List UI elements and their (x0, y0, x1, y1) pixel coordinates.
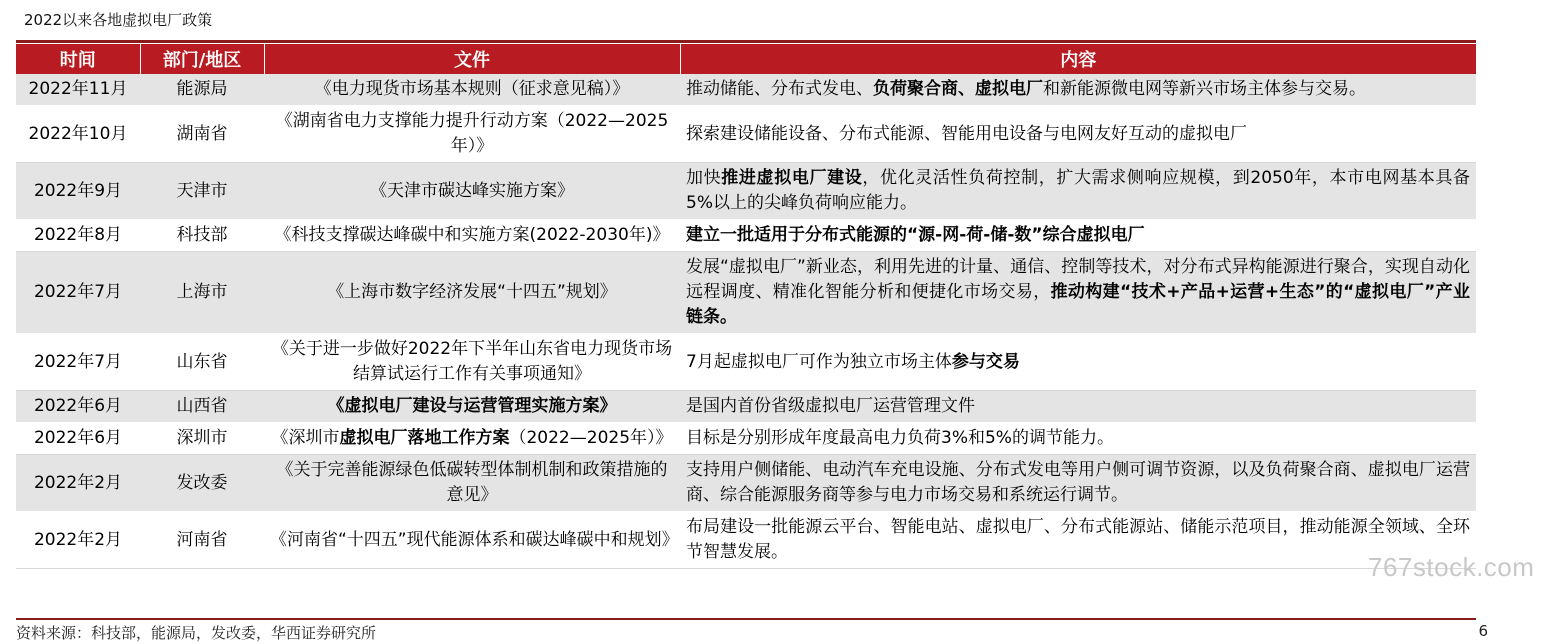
cell-date: 2022年6月 (16, 423, 140, 455)
header-content: 内容 (680, 44, 1476, 74)
cell-department: 山东省 (140, 334, 264, 391)
cell-content (680, 391, 1476, 423)
document-text-segment: （2022—2025年）》 (509, 428, 673, 448)
content-text-segment: 布局建设一批能源云平台、智能电站、虚拟电厂、分布式能源站、储能示范项目，推动能源全领域、全环节智慧发展。 (686, 517, 1470, 562)
cell-department: 科技部 (140, 220, 264, 252)
cell-department: 湖南省 (140, 106, 264, 163)
table-row (16, 106, 1476, 163)
cell-department: 发改委 (140, 455, 264, 512)
source-note: 资料来源：科技部，能源局，发改委，华西证券研究所 (16, 624, 377, 642)
table-body (16, 74, 1476, 569)
table-row (16, 391, 1476, 423)
document-text-segment: 《深圳市 (271, 428, 340, 448)
cell-content (680, 106, 1476, 163)
content-text-segment: 推进虚拟电厂建设 (721, 168, 863, 188)
cell-document (264, 252, 680, 334)
header-document: 文件 (264, 44, 680, 74)
cell-content (680, 512, 1476, 569)
document-text-segment: 《关于进一步做好2022年下半年山东省电力现货市场结算试运行工作有关事项通知》 (271, 339, 673, 384)
cell-content (680, 74, 1476, 106)
content-text-segment: 7月起虚拟电厂可作为独立市场主体 (686, 351, 952, 372)
content-text-segment: 加快 (686, 168, 722, 188)
content-text-segment: 负荷聚合商、虚拟电厂 (873, 79, 1043, 99)
table-row (16, 423, 1476, 455)
cell-date: 2022年10月 (16, 106, 140, 163)
document-text-segment: 《河南省“十四五”现代能源体系和碳达峰碳中和规划》 (270, 529, 679, 550)
cell-date: 2022年2月 (16, 455, 140, 512)
table-header-row (16, 44, 1476, 74)
cell-content (680, 423, 1476, 455)
content-text-segment: 推动构建“技术+产品+运营+生态”的“虚拟电厂”产业链条。 (686, 282, 1470, 327)
content-text-segment: 探索建设储能设备、分布式能源、智能用电设备与电网友好互动的虚拟电厂 (686, 123, 1247, 144)
content-text-segment: ，优化灵活性负荷控制，扩大需求侧响应规模，到2050年，本市电网基本具备5%以上的尖峰负荷响应能力。 (686, 168, 1471, 213)
cell-date: 2022年7月 (16, 334, 140, 391)
content-text-segment: 支持用户侧储能、电动汽车充电设施、分布式发电等用户侧可调节资源，以及负荷聚合商、虚拟电厂运营商、综合能源服务商等参与电力市场交易和系统运行调节。 (686, 460, 1470, 505)
table-row (16, 163, 1476, 220)
cell-date: 2022年11月 (16, 74, 140, 106)
bottom-divider (16, 618, 1476, 620)
table-row (16, 455, 1476, 512)
cell-department: 上海市 (140, 252, 264, 334)
cell-department: 天津市 (140, 163, 264, 220)
cell-content (680, 455, 1476, 512)
page-title: 2022以来各地虚拟电厂政策 (24, 11, 213, 29)
cell-content (680, 252, 1476, 334)
table-row (16, 334, 1476, 391)
cell-document (264, 74, 680, 106)
cell-content (680, 220, 1476, 252)
content-text-segment: 参与交易 (951, 351, 1020, 372)
header-time: 时间 (16, 44, 140, 74)
cell-document (264, 334, 680, 391)
cell-date: 2022年2月 (16, 512, 140, 569)
cell-document (264, 512, 680, 569)
document-text-segment: 虚拟电厂落地工作方案 (339, 428, 510, 448)
table-row (16, 74, 1476, 106)
cell-document (264, 106, 680, 163)
content-text-segment: 推动储能、分布式发电、 (686, 79, 873, 99)
table-row (16, 512, 1476, 569)
cell-date: 2022年9月 (16, 163, 140, 220)
cell-content (680, 334, 1476, 391)
cell-department: 河南省 (140, 512, 264, 569)
top-divider (16, 40, 1476, 43)
content-text-segment: 建立一批适用于分布式能源的“源-网-荷-储-数”综合虚拟电厂 (686, 225, 1145, 245)
content-text-segment: 和新能源微电网等新兴市场主体参与交易。 (1043, 79, 1366, 99)
table-row (16, 220, 1476, 252)
cell-document (264, 220, 680, 252)
document-text-segment: 《虚拟电厂建设与运营管理实施方案》 (327, 396, 617, 416)
cell-department: 深圳市 (140, 423, 264, 455)
document-text-segment: 《电力现货市场基本规则（征求意见稿）》 (314, 79, 630, 99)
page-number: 6 (1478, 622, 1488, 640)
cell-date: 2022年7月 (16, 252, 140, 334)
cell-department: 能源局 (140, 74, 264, 106)
cell-document (264, 455, 680, 512)
header-dept: 部门/地区 (140, 44, 264, 74)
cell-document (264, 423, 680, 455)
cell-document (264, 391, 680, 423)
cell-date: 2022年8月 (16, 220, 140, 252)
document-text-segment: 《科技支撑碳达峰碳中和实施方案(2022-2030年)》 (274, 225, 670, 245)
cell-department: 山西省 (140, 391, 264, 423)
document-text-segment: 《天津市碳达峰实施方案》 (370, 180, 574, 201)
cell-content (680, 163, 1476, 220)
document-text-segment: 《湖南省电力支撑能力提升行动方案（2022—2025年）》 (275, 111, 669, 156)
table-row (16, 252, 1476, 334)
document-text-segment: 《上海市数字经济发展“十四五”规划》 (327, 282, 617, 302)
cell-document (264, 163, 680, 220)
content-text-segment: 发展“虚拟电厂”新业态，利用先进的计量、通信、控制等技术，对分布式异构能源进行聚合，实现自动化远程调度、精准化智能分析和便捷化市场交易， (686, 257, 1470, 302)
watermark: 767stock.com (1368, 552, 1535, 582)
content-text-segment: 是国内首份省级虚拟电厂运营管理文件 (686, 396, 975, 416)
policy-table (16, 44, 1476, 569)
document-text-segment: 《关于完善能源绿色低碳转型体制机制和政策措施的意见》 (276, 460, 668, 505)
cell-date: 2022年6月 (16, 391, 140, 423)
content-text-segment: 目标是分别形成年度最高电力负荷3%和5%的调节能力。 (686, 428, 1114, 448)
